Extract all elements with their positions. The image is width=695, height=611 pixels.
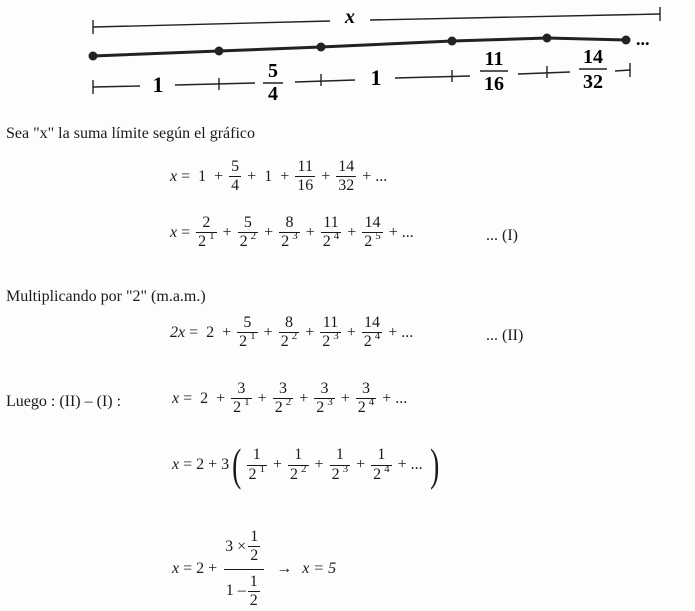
fraction: 3 2 $^2$ (274, 380, 292, 417)
top-span-line-right (370, 14, 660, 20)
fraction: 11 2 $^3$ (322, 314, 339, 351)
fraction: 1 2 $^1$ (248, 446, 265, 483)
fraction: 3 2 $^1$ (233, 380, 250, 417)
seg-label-0: 1 (152, 72, 164, 97)
equation-2-tag: ... (I) (486, 227, 518, 244)
equation-2: x = 2 2 $^1$ + 5 2 $^2$ + 8 2 $^3$ + 11 2 $^4$ + 14 2 $^5$ + ... (170, 214, 414, 251)
seg-label-2: 1 (370, 65, 382, 90)
fraction: $\frac{5}{4}$ (231, 158, 240, 195)
equation-5: x = 2 + 3 ( 1 2 $^1$ + 1 2 $^2$ + 1 2 $^3$ + 1 2 $^4$ + ... ) (172, 439, 439, 490)
fraction: 1 2 $^2$ (290, 446, 307, 483)
fraction: 8 2 $^3$ (281, 214, 298, 251)
luego-text: Luego : (II) – (I) : (6, 393, 122, 410)
seg-label-4-den: 32 (583, 71, 603, 93)
fraction: 1 2 $^4$ (373, 446, 390, 483)
equation-3: 2x = 2 + 5 2 $^1$ + 8 2 $^2$ + 11 2 $^3$ + 14 2 $^4$ + ... (170, 314, 414, 351)
intro-text: Sea "x" la suma límite según el gráfico (6, 125, 255, 142)
equation-3-tag: ... (II) (486, 327, 524, 344)
point-2 (317, 43, 326, 52)
segment-diagram (0, 0, 695, 100)
fraction: 5 2 $^2$ (239, 214, 257, 251)
fraction: $\frac{11}{16}$ (297, 158, 314, 195)
fraction: 5 2 $^1$ (239, 314, 256, 351)
top-label-x: x (345, 6, 355, 28)
fraction: 2 2 $^1$ (198, 214, 215, 251)
point-4 (543, 34, 552, 43)
point-3 (448, 37, 457, 46)
fraction: 1 2 $^3$ (331, 446, 349, 483)
equation-1: x = 1 + $\frac{5}{4}$ + 1 + $\frac{11}{16}$ + $\frac{14}{32}$ + ... (170, 158, 388, 195)
point-0 (89, 52, 98, 61)
fraction: 14 2 $^5$ (364, 214, 381, 251)
fraction: 11 2 $^4$ (322, 214, 340, 251)
ellipsis: ... (636, 29, 650, 49)
seg-label-1-den: 4 (268, 83, 278, 100)
seg-label-1-num: 5 (268, 60, 278, 82)
fraction: 3 2 $^4$ (357, 380, 375, 417)
left-paren: ( (232, 439, 242, 490)
seg-label-3-num: 11 (484, 48, 504, 70)
point-1 (215, 47, 224, 56)
fraction: 8 2 $^2$ (280, 314, 298, 351)
seg-label-3-den: 16 (484, 73, 504, 95)
top-span-line-left (93, 21, 330, 27)
equation-4: x = 2 + 3 2 $^1$ + 3 2 $^2$ + 3 2 $^3$ + 3 2 $^4$ + ... (172, 380, 408, 417)
point-5 (622, 36, 631, 45)
fraction: $\frac{14}{32}$ (338, 158, 355, 195)
seg-label-4-num: 14 (583, 46, 603, 68)
right-paren: ) (429, 439, 439, 490)
multiply-text: Multiplicando por "2" (m.a.m.) (6, 288, 206, 305)
equation-6: x = 2 + 3 × $\frac{1}{2}$ 1 – $\frac{1}{2}$ → x = 5 (172, 528, 337, 610)
fraction: 14 2 $^4$ (363, 314, 381, 351)
fraction: 3 2 $^3$ (316, 380, 333, 417)
